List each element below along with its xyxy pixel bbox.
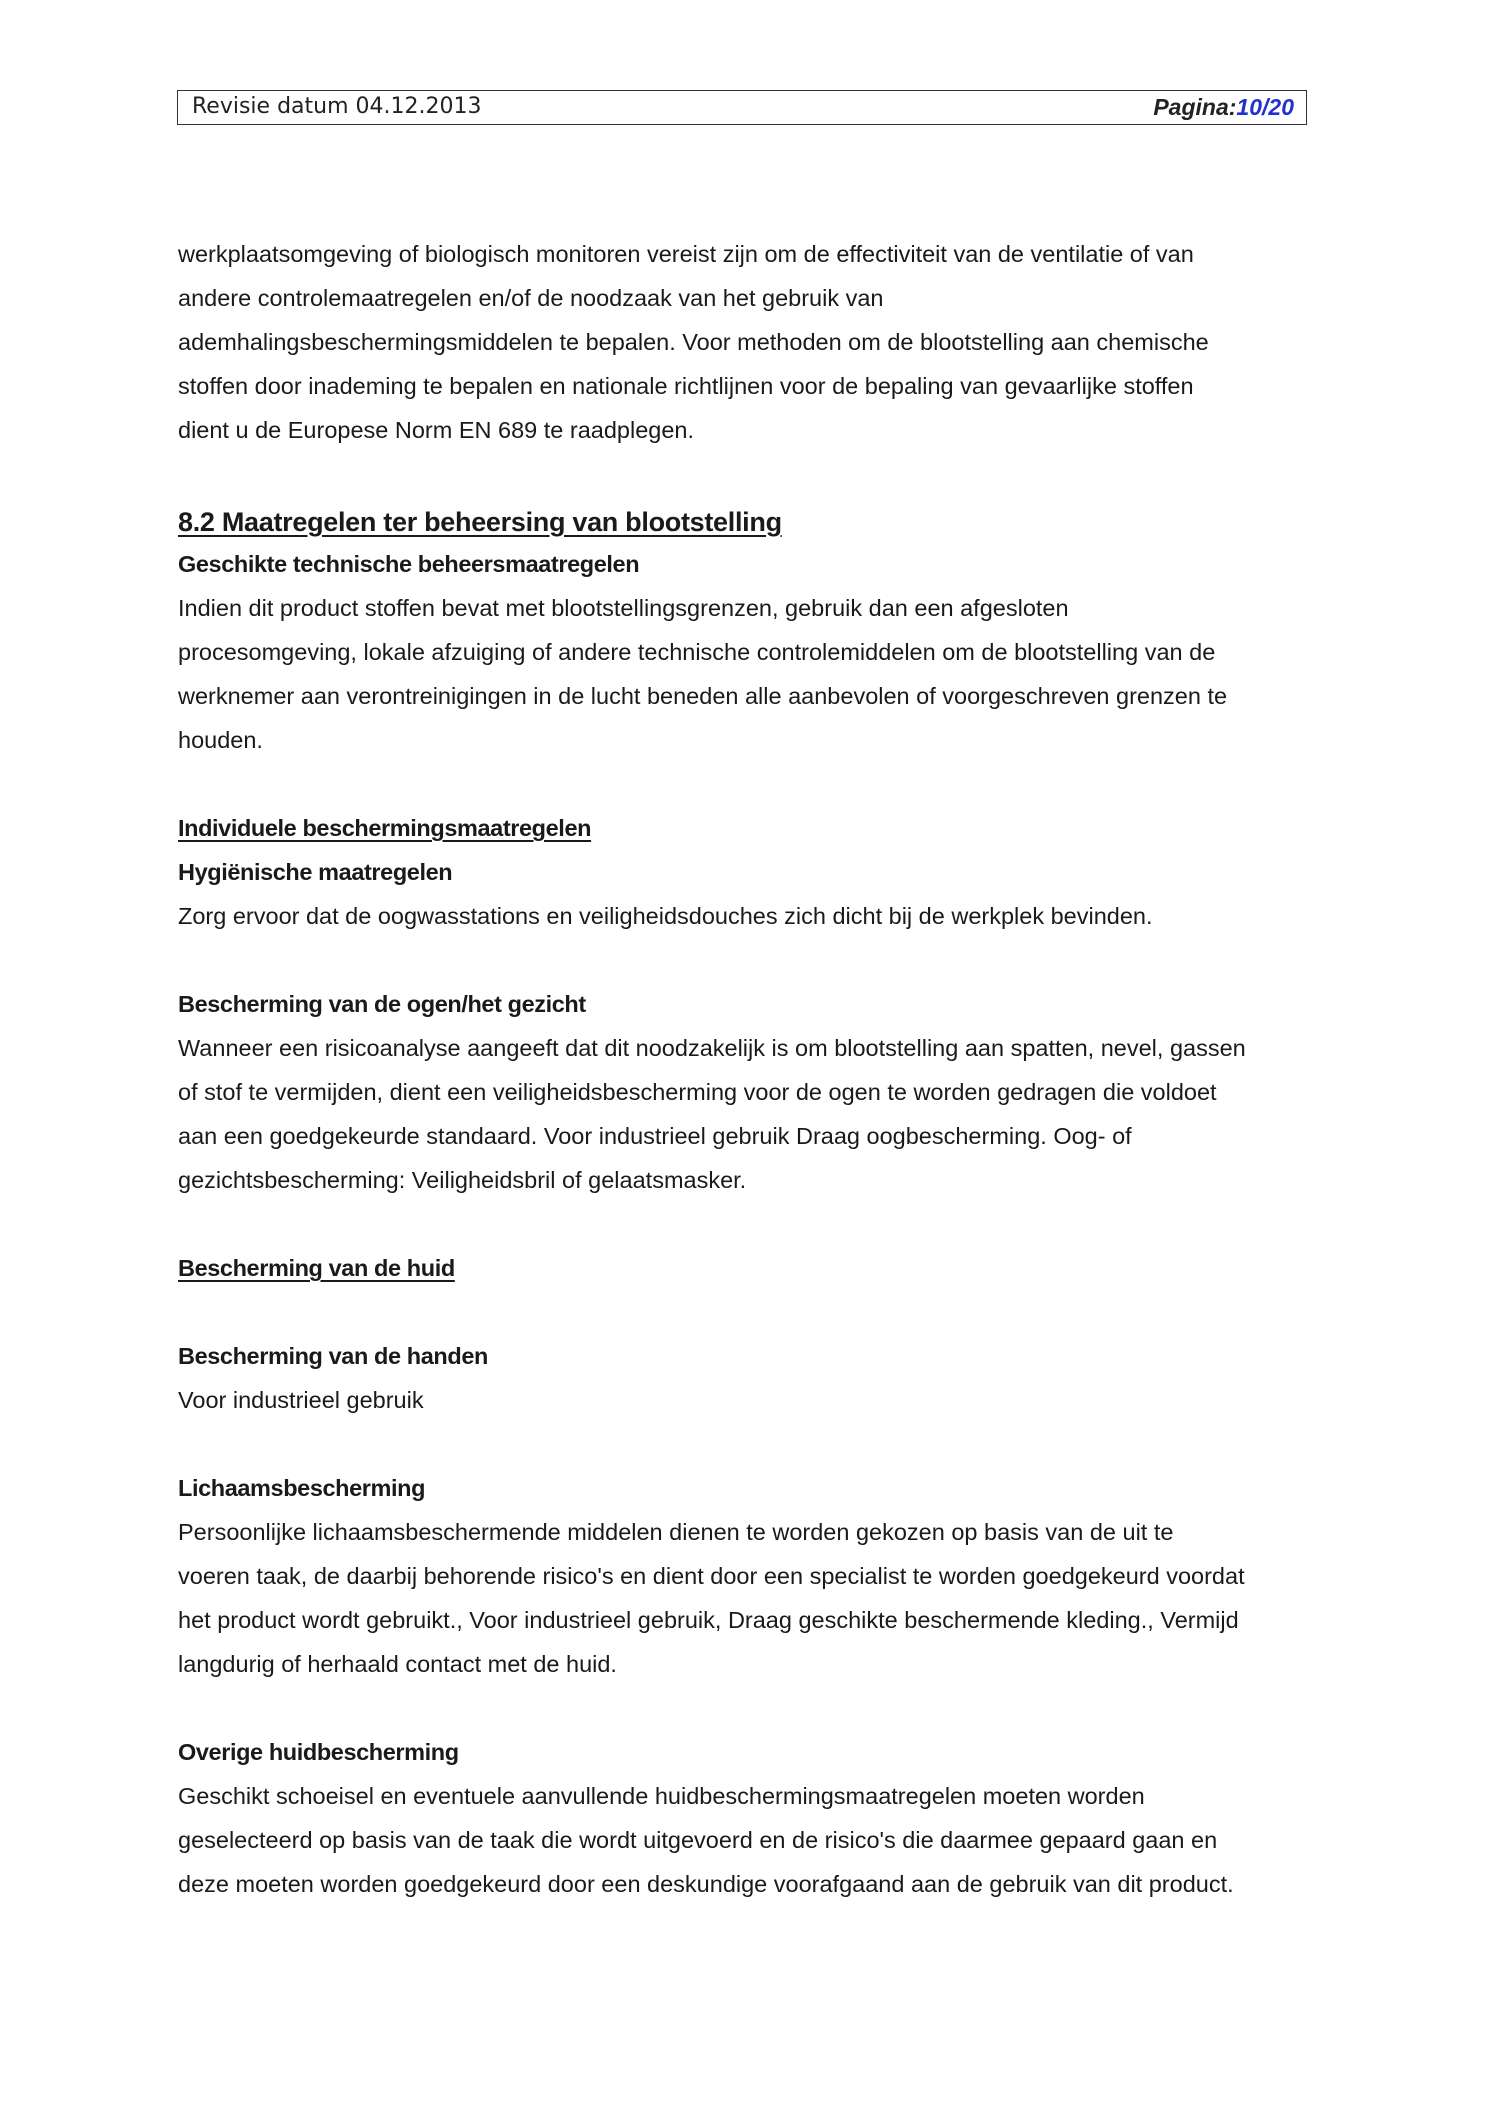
- other-skin-paragraph: [178, 1774, 1338, 1906]
- text-line: ademhalingsbeschermingsmiddelen te bepalen. Voor methoden om de blootstelling aan chemische: [178, 329, 1209, 355]
- page-total: 20: [1268, 94, 1294, 120]
- text-line: voeren taak, de daarbij behorende risico's en dient door een specialist te worden goedgekeurd voordat: [178, 1563, 1245, 1589]
- intro-paragraph: [178, 232, 1338, 452]
- page-prefix: Pagina:: [1153, 94, 1237, 120]
- text-line: werknemer aan verontreinigingen in de lucht beneden alle aanbevolen of voorgeschreven grenzen te: [178, 683, 1228, 709]
- page-number: [1153, 94, 1294, 121]
- text-line: Indien dit product stoffen bevat met blootstellingsgrenzen, gebruik dan een afgesloten: [178, 595, 1069, 621]
- tech-heading: Geschikte technische beheersmaatregelen: [178, 551, 640, 577]
- text-line: Geschikt schoeisel en eventuele aanvullende huidbeschermingsmaatregelen moeten worden: [178, 1783, 1145, 1809]
- text-line: werkplaatsomgeving of biologisch monitoren vereist zijn om de effectiviteit van de ventilatie of van: [178, 241, 1194, 267]
- body-protection-heading: Lichaamsbescherming: [178, 1475, 426, 1501]
- text-line: Wanneer een risicoanalyse aangeeft dat dit noodzakelijk is om blootstelling aan spatten, nevel, gassen: [178, 1035, 1246, 1061]
- page-header: [177, 90, 1307, 125]
- text-line: gezichtsbescherming: Veiligheidsbril of gelaatsmasker.: [178, 1167, 747, 1193]
- text-line: het product wordt gebruikt., Voor industrieel gebruik, Draag geschikte beschermende kleding., Vermijd: [178, 1607, 1239, 1633]
- section-title: 8.2 Maatregelen ter beheersing van blootstelling: [178, 507, 782, 537]
- text-line: andere controlemaatregelen en/of de noodzaak van het gebruik van: [178, 285, 884, 311]
- text-line: geselecteerd op basis van de taak die wordt uitgevoerd en de risico's die daarmee gepaard gaan en: [178, 1827, 1218, 1853]
- text-line: procesomgeving, lokale afzuiging of andere technische controlemiddelen om de blootstelling van de: [178, 639, 1216, 665]
- hands-heading: Bescherming van de handen: [178, 1343, 488, 1369]
- document-body: [178, 232, 1338, 1906]
- eyes-paragraph: [178, 1026, 1338, 1202]
- page-current: 10: [1236, 94, 1263, 120]
- text-line: deze moeten worden goedgekeurd door een deskundige voorafgaand aan de gebruik van dit product.: [178, 1871, 1234, 1897]
- other-skin-heading: Overige huidbescherming: [178, 1739, 459, 1765]
- text-line: Persoonlijke lichaamsbeschermende middelen dienen te worden gekozen op basis van de uit te: [178, 1519, 1174, 1545]
- individual-heading: Individuele beschermingsmaatregelen: [178, 815, 592, 841]
- text-line: aan een goedgekeurde standaard. Voor industrieel gebruik Draag oogbescherming. Oog- of: [178, 1123, 1132, 1149]
- text-line: langdurig of herhaald contact met de huid.: [178, 1651, 617, 1677]
- page-separator: /: [1262, 94, 1269, 120]
- text-line: houden.: [178, 727, 263, 753]
- text-line: stoffen door inademing te bepalen en nationale richtlijnen voor de bepaling van gevaarlijke stoffen: [178, 373, 1194, 399]
- eyes-heading: Bescherming van de ogen/het gezicht: [178, 991, 586, 1017]
- hands-text: Voor industrieel gebruik: [178, 1387, 424, 1413]
- revision-date: Revisie datum 04.12.2013: [192, 94, 482, 119]
- skin-heading: Bescherming van de huid: [178, 1255, 455, 1281]
- hygiene-heading: Hygiënische maatregelen: [178, 859, 453, 885]
- text-line: of stof te vermijden, dient een veiligheidsbescherming voor de ogen te worden gedragen die voldoet: [178, 1079, 1217, 1105]
- body-protection-paragraph: [178, 1510, 1338, 1686]
- text-line: dient u de Europese Norm EN 689 te raadplegen.: [178, 417, 695, 443]
- hygiene-text: Zorg ervoor dat de oogwasstations en veiligheidsdouches zich dicht bij de werkplek bevinden.: [178, 903, 1153, 929]
- tech-paragraph: [178, 586, 1338, 762]
